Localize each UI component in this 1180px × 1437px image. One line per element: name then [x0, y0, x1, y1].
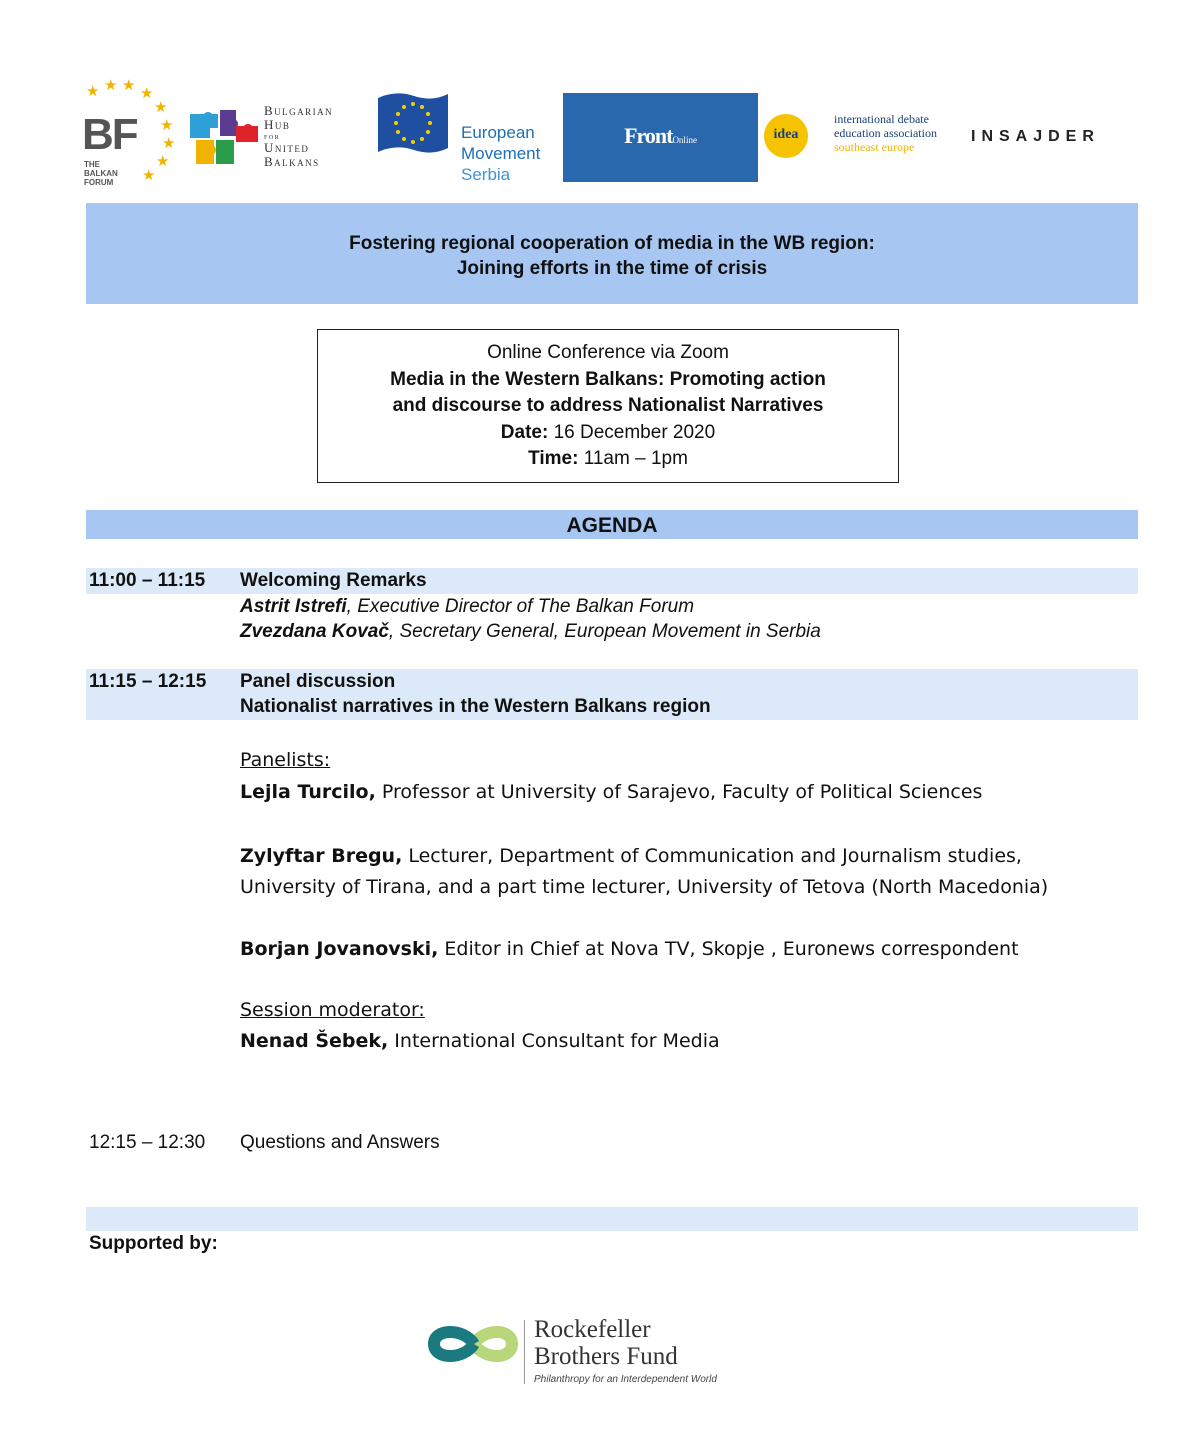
agenda-band: [86, 510, 1138, 539]
star-icon: ★: [122, 77, 136, 94]
panelists-label: Panelists:: [240, 749, 331, 771]
panelist-line: Borjan Jovanovski, Editor in Chief at Nova TV, Skopje , Euronews correspondent: [240, 938, 1019, 960]
balkan-forum-logo: [82, 77, 178, 187]
european-movement-text: European Movement Serbia: [461, 123, 541, 184]
star-icon: ★: [140, 85, 154, 102]
panelist-line: Lejla Turcilo, Professor at University of Sarajevo, Faculty of Political Sciences: [240, 781, 983, 803]
idea-badge: idea: [773, 127, 799, 142]
support-band: [86, 1207, 1138, 1231]
idea-logo: [764, 108, 964, 168]
front-online-logo: [563, 93, 758, 182]
conference-date: Date: 16 December 2020: [500, 421, 716, 443]
star-icon: ★: [154, 99, 168, 116]
star-icon: ★: [156, 153, 170, 170]
speaker-line: Zvezdana Kovač, Secretary General, European Movement in Serbia: [240, 621, 821, 642]
puzzle-icon: [186, 106, 260, 168]
star-icon: ★: [86, 83, 100, 100]
conference-name-line1: Media in the Western Balkans: Promoting action: [390, 368, 826, 390]
panelist-line: Zylyftar Bregu, Lecturer, Department of Communication and Journalism studies,: [240, 845, 1022, 867]
title-band: [86, 203, 1138, 304]
moderator-label: Session moderator:: [240, 999, 425, 1021]
rbf-tagline: Philanthropy for an Interdependent World: [534, 1374, 717, 1385]
bf-subtitle: THE BALKAN FORUM: [84, 160, 118, 187]
star-icon: ★: [160, 117, 174, 134]
agenda-time: 11:15 – 12:15: [89, 671, 207, 692]
conference-type: Online Conference via Zoom: [487, 342, 729, 363]
rbf-divider: [524, 1320, 525, 1384]
agenda-item-subtitle: Nationalist narratives in the Western Balkans region: [240, 696, 711, 717]
star-icon: ★: [142, 167, 156, 184]
conference-box: [317, 329, 899, 483]
agenda-item-title: Welcoming Remarks: [240, 570, 427, 591]
european-movement-logo: [376, 90, 560, 186]
bf-letters: BF: [82, 110, 137, 159]
rbf-infinity-icon: [428, 1318, 518, 1370]
conference-name-line2: and discourse to address Nationalist Narratives: [392, 395, 824, 416]
star-icon: ★: [162, 135, 176, 152]
speaker-line: Astrit Istrefi, Executive Director of The Balkan Forum: [240, 596, 695, 617]
moderator-line: Nenad Šebek, International Consultant for Media: [240, 1030, 720, 1052]
page-title: Fostering regional cooperation of media in the WB region: Joining efforts in the time of crisis: [349, 233, 875, 279]
agenda-heading: AGENDA: [566, 514, 658, 537]
star-icon: ★: [104, 77, 118, 94]
agenda-time: 12:15 – 12:30: [89, 1132, 206, 1153]
insajder-logo: INSAJDER: [971, 128, 1100, 145]
hub-text: Bulgarian Hub for United Balkans: [264, 103, 334, 169]
eu-flag-icon: [376, 90, 450, 156]
agenda-time: 11:00 – 11:15: [89, 570, 206, 591]
rbf-name: Rockefeller Brothers Fund: [534, 1316, 678, 1370]
conference-time: Time: 11am – 1pm: [528, 448, 688, 469]
agenda-item-title: Questions and Answers: [240, 1132, 440, 1153]
agenda-item-title: Panel discussion: [240, 671, 396, 692]
supported-by-label: Supported by:: [89, 1233, 218, 1254]
front-text: FrontOnline: [624, 123, 697, 148]
bulgarian-hub-logo: [186, 100, 361, 172]
idea-text: international debate education association southeast europe: [834, 112, 937, 154]
panelist-line-continued: University of Tirana, and a part time lecturer, University of Tetova (North Macedonia): [240, 876, 1049, 898]
